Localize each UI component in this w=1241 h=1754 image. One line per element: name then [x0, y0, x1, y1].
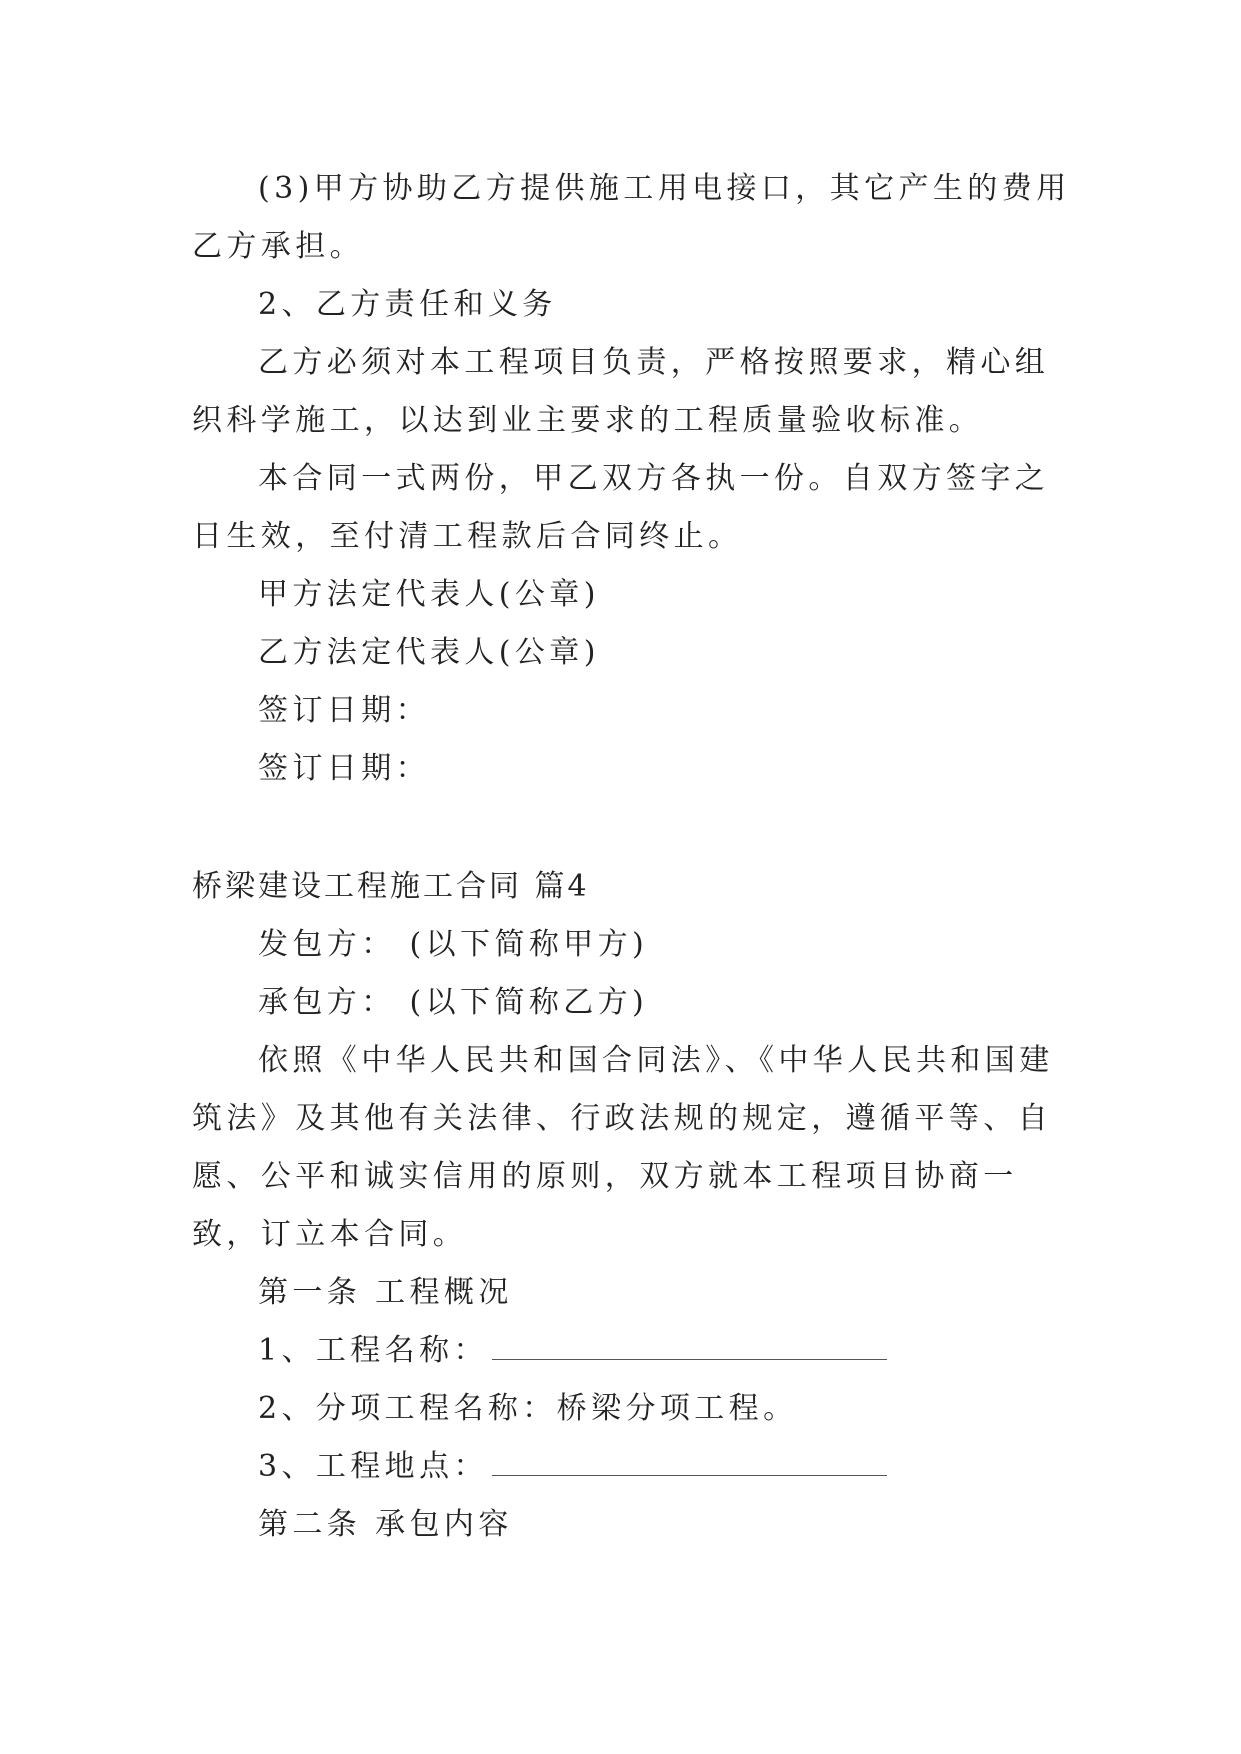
paragraph-project-location — [192, 1438, 1072, 1496]
document-body — [192, 160, 1072, 1554]
paragraph-sub-project-name: 2、分项工程名称：桥梁分项工程。 — [258, 1391, 798, 1426]
paragraph-signing-date-1: 签订日期： — [258, 693, 430, 728]
project-name-label: 1、工程名称： — [258, 1333, 488, 1368]
project-location-blank-line — [492, 1453, 887, 1476]
paragraph-power-supply: (3)甲方协助乙方提供施工用电接口，其它产生的费用乙方承担。 — [192, 171, 1071, 264]
paragraph-party-b-responsibility: 乙方必须对本工程项目负责，严格按照要求，精心组织科学施工，以达到业主要求的工程质量验收标准。 — [192, 345, 1050, 438]
section-title: 桥梁建设工程施工合同 篇4 — [192, 869, 590, 904]
paragraph-signing-date-2: 签订日期： — [258, 751, 430, 786]
paragraph-party-a-representative: 甲方法定代表人(公章) — [258, 577, 600, 612]
paragraph-contract-copies: 本合同一式两份，甲乙双方各执一份。自双方签字之日生效，至付清工程款后合同终止。 — [192, 461, 1050, 554]
paragraph-project-name — [192, 1322, 1072, 1380]
paragraph-party-b-representative: 乙方法定代表人(公章) — [258, 635, 600, 670]
project-location-label: 3、工程地点： — [258, 1449, 488, 1484]
section-gap — [192, 798, 1072, 858]
paragraph-party-b-duties-heading: 2、乙方责任和义务 — [258, 287, 557, 322]
paragraph-legal-basis: 依照《中华人民共和国合同法》、《中华人民共和国建筑法》及其他有关法律、行政法规的规定，遵循平等、自愿、公平和诚实信用的原则，双方就本工程项目协商一致，订立本合同。 — [192, 1043, 1054, 1252]
paragraph-contractor: 承包方： (以下简称乙方) — [258, 985, 649, 1020]
paragraph-employer: 发包方： (以下简称甲方) — [258, 927, 649, 962]
paragraph-article-2-heading: 第二条 承包内容 — [258, 1507, 513, 1542]
paragraph-article-1-heading: 第一条 工程概况 — [258, 1275, 513, 1310]
project-name-blank-line — [492, 1337, 887, 1360]
